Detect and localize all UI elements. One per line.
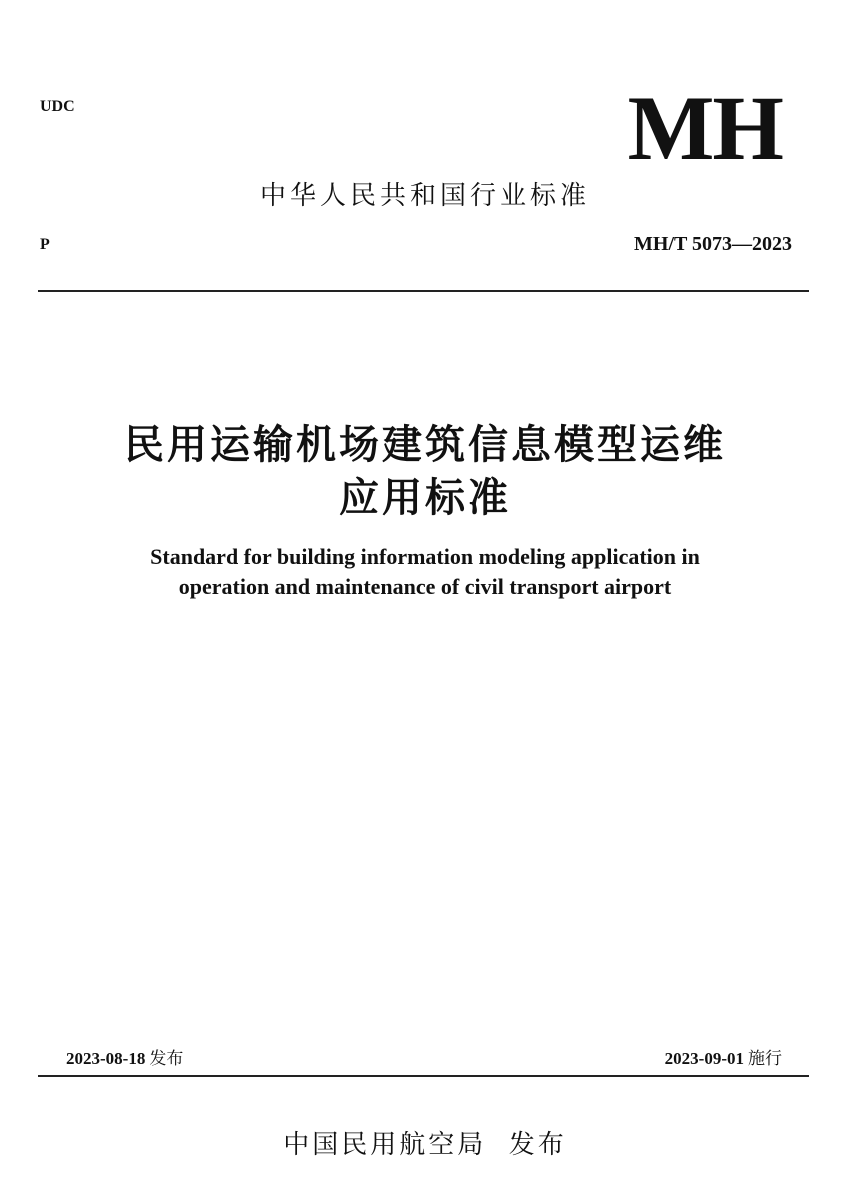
classification-code: P (40, 236, 50, 253)
effective-date (665, 1044, 782, 1069)
industry-standard-title: 中华人民共和国行业标准 (259, 181, 590, 211)
release-label: 发布 (149, 1049, 184, 1069)
effective-label: 施行 (748, 1049, 782, 1069)
title-chinese-line-2: 应用标准 (339, 475, 511, 521)
title-chinese-line-1: 民用运输机场建筑信息模型运维 (124, 422, 726, 468)
release-date-value: 2023-08-18 (66, 1049, 146, 1068)
top-divider (38, 290, 809, 292)
bottom-divider (38, 1075, 809, 1077)
standard-number: MH/T 5073—2023 (634, 233, 792, 255)
title-english-line-2: operation and maintenance of civil transport airport (178, 574, 672, 599)
mh-logo: MH (627, 77, 782, 179)
release-date (66, 1044, 183, 1069)
title-english-line-1: Standard for building information modeling application in (150, 544, 700, 569)
effective-date-value: 2023-09-01 (664, 1049, 744, 1068)
udc-label: UDC (40, 98, 75, 115)
publisher-line: 中国民用航空局 发布 (283, 1130, 567, 1160)
